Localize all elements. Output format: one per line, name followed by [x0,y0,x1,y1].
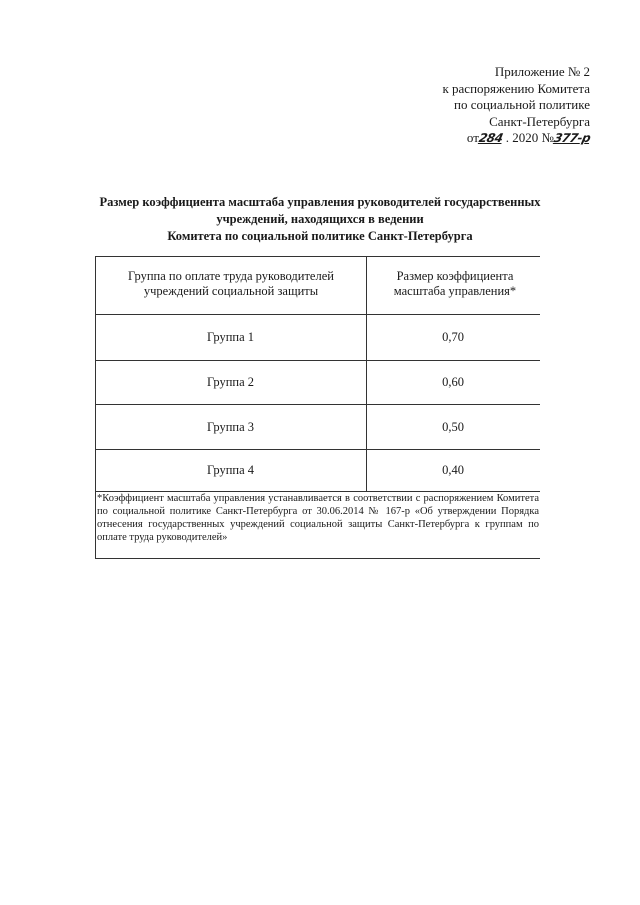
table-top-border [95,256,540,257]
header-row-separator [95,314,540,315]
table-bottom-border [95,558,540,559]
title-line-1: Размер коэффициента масштаба управления руководителей государственных [99,195,541,209]
row-separator-2 [95,404,540,405]
handwritten-day: 284 [477,131,505,145]
row-separator-1 [95,360,540,361]
committee-name: по социальной политике [454,97,590,112]
row-separator-3 [95,449,540,450]
table-row-3-group: Группа 3 [206,420,255,434]
appendix-header [442,64,590,147]
title-line-3: Комитета по социальной политике Санкт-Петербурга [167,229,473,243]
handwritten-doc-number: 377-р [552,131,592,145]
title-line-2: учреждений, находящихся в ведении [216,212,424,226]
city-name: Санкт-Петербурга [489,113,590,129]
column-header-group: Группа по оплате труда руководителей учреждений социальной защиты [128,269,334,298]
appendix-number: Приложение № 2 [494,64,590,79]
table-row-2-group: Группа 2 [206,375,255,389]
order-date-line [442,130,590,147]
document-title [95,194,545,245]
table-left-border [95,256,96,559]
column-header-coefficient: Размер коэффициента масштаба управления* [393,269,517,298]
table-row-4-group: Группа 4 [206,463,255,477]
table-row-4-value: 0,40 [442,463,464,477]
date-year: . 2020 № [502,130,554,145]
table-row-1-value: 0,70 [442,330,464,344]
table-column-divider [366,256,367,491]
order-reference: к распоряжению Комитета [442,80,590,96]
table-footnote: *Коэффициент масштаба управления устанавливается в соответствии с распоряжением Комитета по социальной политике Санкт-Петербурга от 30.06.2014 № 167-р «Об утверждении Порядка отнесения государственных учреждений социальной защиты Санкт-Петербурга к группам по оплате труда руководителей» [97,493,539,543]
table-row-1-group: Группа 1 [206,330,255,344]
table-row-2-value: 0,60 [442,375,464,389]
date-prefix: от [466,130,479,145]
table-row-3-value: 0,50 [442,420,464,434]
